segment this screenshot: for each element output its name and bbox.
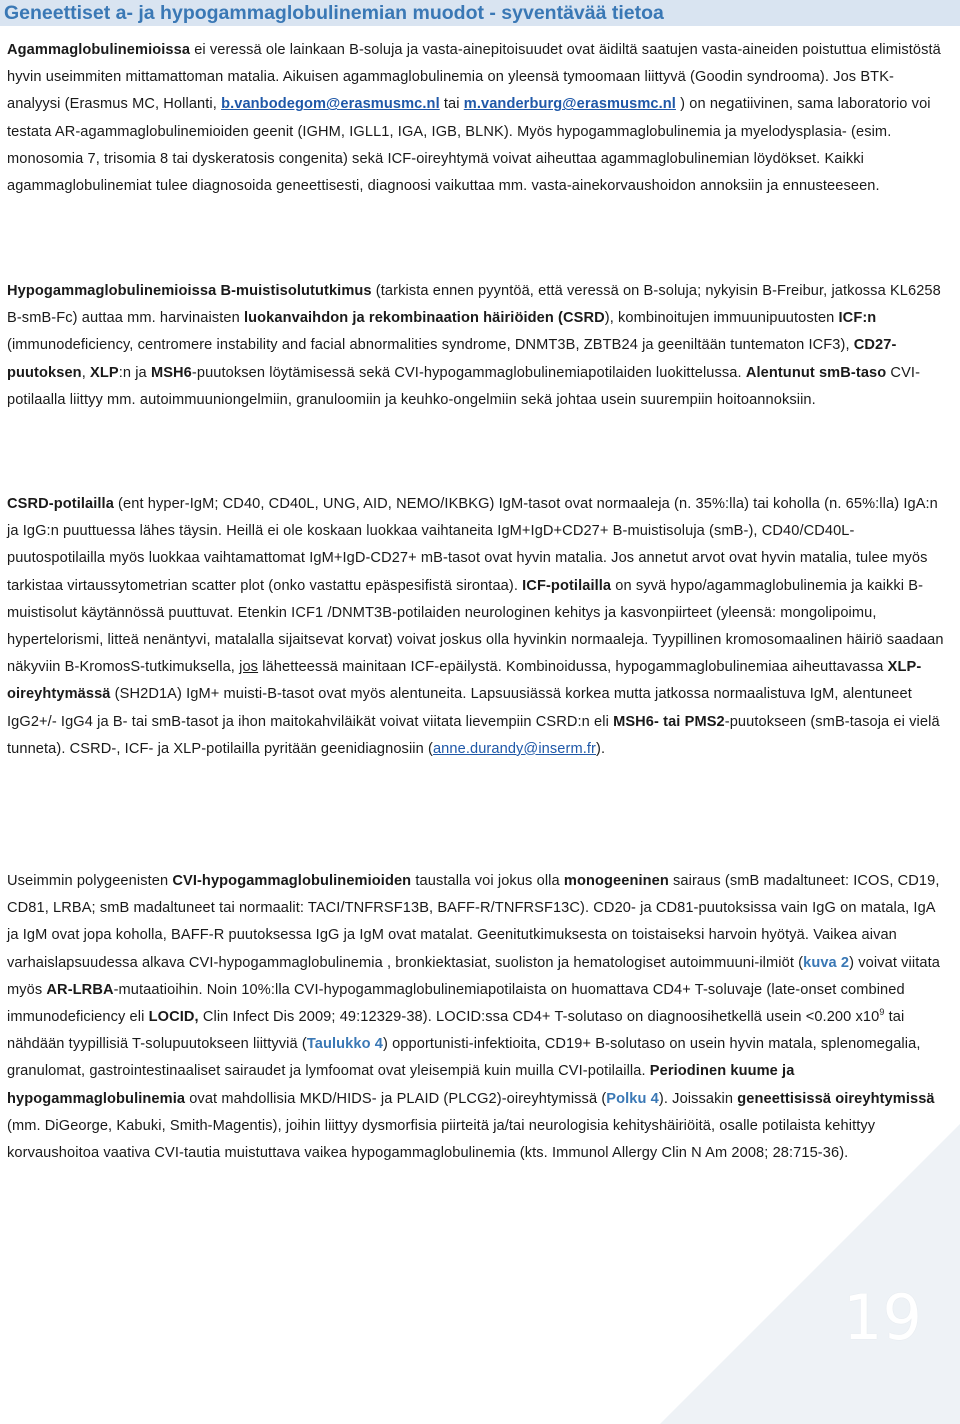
text-run: (mm. DiGeorge, Kabuki, Smith-Magentis), joihin liittyy dysmorfisia piirteitä ja/tai neurologisia kehityshäiriöitä, osalle potilaista kehittyy korvaushoitoa vaativa CVI-tautia muistuttava vaikea hypogammaglobulinemia (kts. Immunol Allergy Clin N Am 2008; 28:715-36). [7, 1117, 876, 1162]
text-run: ) voivat viitata myös [7, 954, 940, 998]
corner-decoration [660, 1124, 960, 1424]
text-run: (ent hyper-IgM; CD40, CD40L, UNG, AID, NEMO/IKBKG) IgM-tasot ovat normaaleja (n. 35%:lla) tai koholla (n. 65%:lla) IgA:n ja IgG:n puuttuessa lähes täysin. Heillä ei ole koskaan luokkaa vaihtaneita IgM+IgD+CD27+ B-muistisoluja (smB-), CD40/CD40L-puutospotilailla myös luokkaa vaihtamattomat IgM+IgD-CD27+ mB-tasot ovat hyvin matalia. Jos annetut arvot ovat hyvin matalia, tulee myös tarkistaa virtaussytometrian scatter plot (onko vastattu epäspesifistä sirontaa). [7, 496, 938, 594]
paragraph-cvi [7, 868, 947, 1167]
text-run: on syvä hypo/agammaglobulinemia ja kaikki B-muistisolut käytännössä puuttuvat. Etenkin ICF1 /DNMT3B-potilaiden neurologinen kehitys ja kasvonpiirteet (yleensä: mongolipoimu, hypertelorismi, litteä nenäntyvi, matalalla sijaitsevat korvat) voivat joskus olla hyvinkin normaaleja. Tyypillinen kromosomaalinen häiriö saadaan näkyviin B-KromosS-tutkimuksella, [7, 577, 944, 676]
underlined-word: jos [239, 659, 259, 676]
email-link-vanbodegom[interactable]: b.vanbodegom@erasmusmc.nl [221, 96, 440, 113]
text-run: , [81, 364, 90, 381]
email-link-vanderburg[interactable]: m.vanderburg@erasmusmc.nl [463, 96, 676, 113]
text-run: ) on negatiivinen, sama laboratorio voi testata AR-agammaglobulinemioiden geenit (IGHM, IGLL1, IGA, IGB, BLNK). Myös hypogammaglobulinemia ja myelodysplasia- (esim. monosomia 7, trisomia 8 tai dyskeratosis congenita) sekä ICF-oireyhtymä voivat aiheuttaa agammaglobulinemian löydökset. Kaikki agammaglobulinemiat tulee diagnosoida geneettisesti, diagnoosi vaikuttaa mm. vasta-ainekorvaushoidon annoksiin ja ennusteeseen. [7, 96, 931, 195]
term-xlp: XLP [90, 364, 119, 381]
text-run: CVI-potilaalla liittyy mm. autoimmuuniongelmiin, granuloomiin ja keuhko-ongelmiin sekä johtaa usein suurempiin hoitoannoksiin. [7, 364, 921, 408]
text-run: ), kombinoitujen immuunipuutosten [604, 310, 839, 327]
text-run: (immunodeficiency, centromere instability and facial abnormalities syndrome, DNMT3B, ZBTB24 ja geeniltään tuntematon ICF3), [7, 337, 854, 354]
superscript: 9 [879, 1007, 885, 1018]
text-run: tai [439, 96, 464, 113]
term-msh6: MSH6 [150, 364, 192, 381]
text-run: Clin Infect Dis 2009; 49:12329-38). LOCID:ssa CD4+ T-solutaso on diagnoosihetkellä usein <0.200 x10 [198, 1009, 880, 1026]
term-cvi: CVI-hypogammaglobulinemioiden [172, 873, 412, 889]
text-run: tai nähdään tyypillisiä T-solupuutokseen liittyviä ( [7, 1009, 905, 1053]
text-run: Useimmin polygeenisten [7, 873, 173, 889]
term-monogenic: monogeeninen [563, 873, 669, 889]
term-ar-lrba: AR-LRBA [46, 981, 114, 998]
pathway-ref-polku-4[interactable]: Polku 4 [606, 1090, 659, 1107]
paragraph-csrd [7, 491, 947, 763]
text-run: sairaus (smB madaltuneet: ICOS, CD19, CD81, LRBA; smB madaltuneet tai normaalit: TACI/TNFRSF13B, BAFF-R/TNFRSF13C). CD20- ja CD81-puutoksissa vain IgG on matala, IgA ja IgM ovat jopa koholla, BAFF-R puutoksessa IgG ja IgM ovat matalat. Geenitutkimuksesta on toistaiseksi harvoin hyötyä. Vaikea aivan varhaislapsuudessa alkava CVI-hypogammaglobulinemia , bronkiektasiat, suoliston ja hematologiset autoimmuuni-ilmiöt ( [7, 873, 940, 971]
email-link-durandy[interactable]: anne.durandy@inserm.fr [432, 740, 596, 757]
term-msh6-pms2: MSH6- tai PMS2 [613, 713, 725, 730]
term-periodic-fever: Periodinen kuume ja hypogammaglobulinemia [7, 1063, 795, 1107]
text-run: ovat mahdollisia MKD/HIDS- ja PLAID (PLCG2)-oireyhtymissä ( [185, 1090, 607, 1107]
text-run: ei veressä ole lainkaan B-soluja ja vasta-ainepitoisuudet ovat äidiltä saatujen vasta-aineiden poistuttua elimistöstä hyvin useimmiten mittamattoman matalia. Aikuisen agammaglobulinemia on yleensä tymoomaan liittyvä (Goodin syndrooma). Jos BTK-analyysi (Erasmus MC, Hollanti, [7, 42, 941, 113]
term-xlp-syndrome: XLP-oireyhtymässä [7, 659, 922, 703]
text-run: (tarkista ennen pyyntöä, että veressä on B-soluja; nykyisin B-Freibur, jatkossa KL6258 B-smB-Fc) auttaa mm. harvinaisten [7, 283, 941, 327]
text-run: ) opportunisti-infektioita, CD19+ B-solutaso on usein hyvin matala, splenomegalia, granulomat, gastrointestinaaliset sairaudet ja lymfoomat ovat yleisempiä kuin muilla CVI-potilailla. [7, 1036, 921, 1080]
page-number: 19 [843, 1281, 922, 1354]
term-agammaglobulinemia: Agammaglobulinemioissa [7, 42, 191, 58]
term-low-smb: Alentunut smB-taso [745, 364, 887, 381]
text-run: -puutoksen löytämisessä sekä CVI-hypogammaglobulinemiapotilaiden luokittelussa. [191, 364, 746, 381]
term-cd27: CD27-puutoksen [7, 337, 897, 381]
paragraph-agammaglobulinemia [7, 37, 947, 200]
term-icf-patients: ICF-potilailla [522, 577, 612, 594]
text-run: taustalla voi jokus olla [411, 873, 564, 889]
table-ref-taulukko-4[interactable]: Taulukko 4 [306, 1036, 383, 1053]
text-run: ). Joissakin [658, 1090, 738, 1107]
text-run: (SH2D1A) IgM+ muisti-B-tasot ovat myös alentuneita. Lapsuusiässä korkea mutta jatkossa normaalistuva IgM, alentuneet IgG2+/- IgG4 ja B- tai smB-tasot ja ihon maitokahviläikät voivat viitata lievempiin CSRD:n eli [7, 686, 912, 730]
term-csrd: luokanvaihdon ja rekombinaation häiriöiden (CSRD [243, 310, 605, 327]
text-run: :n ja [118, 364, 151, 381]
term-locid: LOCID, [148, 1009, 199, 1026]
text-run: ). [596, 740, 606, 757]
paragraph-hypogammaglobulinemia [7, 278, 947, 414]
term-csrd-patients: CSRD-potilailla [7, 496, 114, 512]
text-run: -puutokseen (smB-tasoja ei vielä tunneta). CSRD-, ICF- ja XLP-potilailla pyritään geenidiagnosiin ( [7, 713, 940, 757]
text-run: -mutaatioihin. Noin 10%:lla CVI-hypogammaglobulinemiapotilaista on huomattava CD4+ T-soluvaje (late-onset combined immunodeficiency eli [7, 981, 905, 1026]
term-b-memory-cell-test: Hypogammaglobulinemioissa B-muistisolututkimus [7, 283, 372, 299]
text-run: lähetteessä mainitaan ICF-epäilystä. Kombinoidussa, hypogammaglobulinemiaa aiheuttavassa [258, 659, 888, 676]
term-genetic-syndromes: geneettisissä oireyhtymissä [737, 1090, 935, 1107]
term-icf: ICF:n [838, 310, 877, 327]
figure-ref-kuva-2[interactable]: kuva 2 [803, 954, 850, 971]
page-title: Geneettiset a- ja hypogammaglobulinemian muodot - syventävää tietoa [4, 2, 664, 24]
